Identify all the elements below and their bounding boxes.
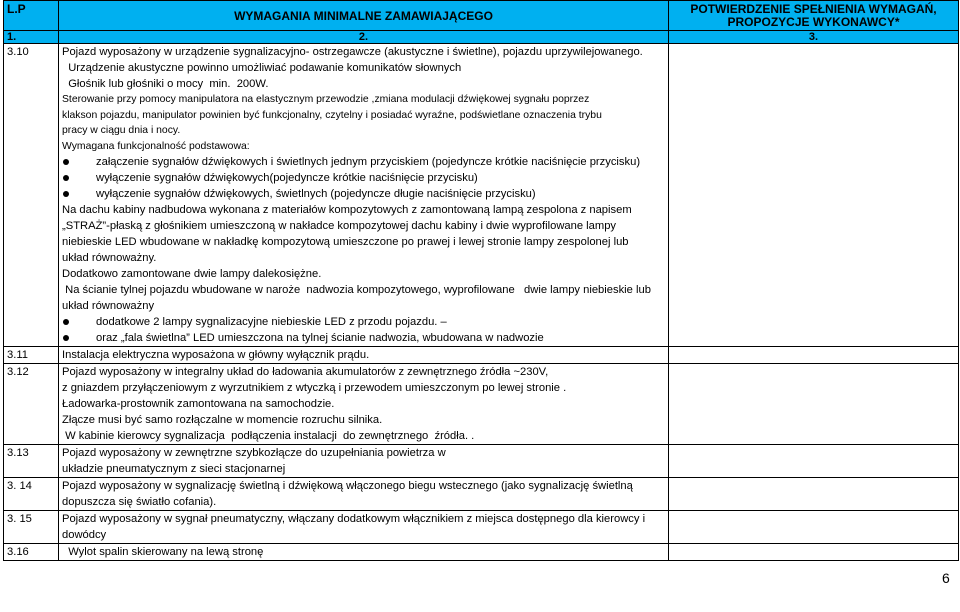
text-line: Złącze musi być samo rozłączalne w momencie rozruchu silnika. — [62, 414, 383, 426]
text-line: Na dachu kabiny nadbudowa wykonana z materiałów kompozytowych z zamontowaną lampą zespolona z napisem — [62, 204, 632, 216]
header-confirmation-line1: POTWIERDZENIE SPEŁNIENIA WYMAGAŃ, — [690, 1, 937, 16]
table-row — [4, 478, 959, 511]
text-line: układ równoważny. — [62, 252, 157, 264]
text-line: Pojazd wyposażony w sygnał pneumatyczny, włączany dodatkowym włącznikiem z miejsca dostępnego dla kierowcy i — [62, 513, 646, 525]
text-line: Na ścianie tylnej pojazdu wbudowane w naroże nadwozia kompozytowego, wyprofilowane dwie lampy niebieskie lub — [62, 284, 651, 296]
confirmation-cell[interactable] — [669, 511, 959, 544]
text-line: dowódcy — [62, 529, 107, 541]
text-line: Dodatkowo zamontowane dwie lampy dalekosiężne. — [62, 268, 322, 280]
header-requirements: WYMAGANIA MINIMALNE ZAMAWIAJĄCEGO — [59, 1, 669, 31]
requirement-text — [59, 44, 669, 347]
text-line: „STRAŻ”-płaską z głośnikiem umieszczoną w nakładce kompozytowej dachu kabiny i dwie wyprofilowane lampy — [62, 220, 617, 232]
text-line: Wylot spalin skierowany na lewą stronę — [62, 546, 264, 558]
column-number-row — [4, 31, 959, 44]
requirement-text — [59, 445, 669, 478]
row-number: 3.12 — [4, 364, 59, 445]
confirmation-cell[interactable] — [669, 445, 959, 478]
table-row — [4, 445, 959, 478]
row-number: 3.13 — [4, 445, 59, 478]
requirement-text — [59, 478, 669, 511]
text-line: Sterowanie przy pomocy manipulatora na elastycznym przewodzie ,zmiana modulacji dźwiękowej sygnału poprzez — [62, 94, 590, 105]
header-confirmation — [669, 1, 959, 31]
row-number: 3.11 — [4, 347, 59, 364]
requirement-text — [59, 511, 669, 544]
text-line: klakson pojazdu, manipulator powinien być funkcjonalny, czytelny i posiadać wyraźne, podświetlane oznaczenia trybu — [62, 109, 602, 121]
text-line: W kabinie kierowcy sygnalizacja podłączenia instalacji do zewnętrznego źródła. . — [62, 430, 475, 442]
table-row — [4, 347, 959, 364]
text-line: Ładowarka-prostownik zamontowana na samochodzie. — [62, 398, 335, 410]
text-line: dopuszcza się światło cofania). — [62, 496, 217, 508]
row-number: 3. 14 — [4, 478, 59, 511]
column-number-3: 3. — [669, 31, 959, 44]
row-number: 3. 15 — [4, 511, 59, 544]
requirement-text — [59, 544, 669, 561]
text-line: niebieskie LED wbudowane w nakładkę kompozytową umieszczone po prawej i lewej stronie lampy zespolonej lub — [62, 236, 629, 248]
bullet-item: oraz „fala świetlna” LED umieszczona na tylnej ścianie nadwozia, wbudowana w nadwozie — [62, 330, 665, 346]
bullet-item: wyłączenie sygnałów dźwiękowych(pojedyncze krótkie naciśnięcie przycisku) — [62, 170, 665, 186]
requirements-document — [3, 0, 958, 561]
table-row — [4, 364, 959, 445]
confirmation-cell[interactable] — [669, 44, 959, 347]
header-confirmation-line2: PROPOZYCJE WYKONAWCY* — [727, 14, 900, 29]
text-line: Pojazd wyposażony w sygnalizację świetlną i dźwiękową włączonego biegu wstecznego (jako sygnalizację świetlną — [62, 480, 633, 492]
text-line: Wymagana funkcjonalność podstawowa: — [62, 140, 250, 152]
requirement-text — [59, 347, 669, 364]
row-number: 3.10 — [4, 44, 59, 347]
table-row — [4, 44, 959, 347]
text-line: Pojazd wyposażony w zewnętrzne szybkozłącze do uzupełniania powietrza w — [62, 447, 446, 459]
text-line: układzie pneumatycznym z sieci stacjonarnej — [62, 463, 286, 475]
text-line: pracy w ciągu dnia i nocy. — [62, 125, 181, 136]
requirement-text — [59, 364, 669, 445]
text-line: układ równoważny — [62, 300, 155, 312]
row-number: 3.16 — [4, 544, 59, 561]
confirmation-cell[interactable] — [669, 478, 959, 511]
text-line: Pojazd wyposażony w integralny układ do ładowania akumulatorów z zewnętrznego źródła ~230V, — [62, 366, 549, 378]
header-lp: L.P — [4, 1, 59, 31]
bullet-item: dodatkowe 2 lampy sygnalizacyjne niebieskie LED z przodu pojazdu. – — [62, 314, 665, 330]
requirements-table — [3, 0, 959, 561]
confirmation-cell[interactable] — [669, 544, 959, 561]
column-number-1: 1. — [4, 31, 59, 44]
text-line: Instalacja elektryczna wyposażona w główny wyłącznik prądu. — [62, 349, 370, 361]
table-row — [4, 544, 959, 561]
bullet-item: załączenie sygnałów dźwiękowych i świetlnych jednym przyciskiem (pojedyncze krótkie naciśnięcie przycisku) — [62, 154, 665, 170]
bullet-item: wyłączenie sygnałów dźwiękowych, świetlnych (pojedyncze długie naciśnięcie przycisku) — [62, 186, 665, 202]
table-row — [4, 511, 959, 544]
text-line: Głośnik lub głośniki o mocy min. 200W. — [62, 78, 269, 90]
text-line: Pojazd wyposażony w urządzenie sygnalizacyjno- ostrzegawcze (akustyczne i świetlne), pojazdu uprzywilejowanego. — [62, 46, 643, 58]
header-row — [4, 1, 959, 31]
text-line: z gniazdem przyłączeniowym z wyrzutnikiem z wtyczką i przewodem umieszczonym po lewej stronie . — [62, 382, 567, 394]
confirmation-cell[interactable] — [669, 364, 959, 445]
text-line: Urządzenie akustyczne powinno umożliwiać podawanie komunikatów słownych — [62, 62, 462, 74]
column-number-2: 2. — [59, 31, 669, 44]
page-number: 6 — [942, 570, 950, 586]
confirmation-cell[interactable] — [669, 347, 959, 364]
